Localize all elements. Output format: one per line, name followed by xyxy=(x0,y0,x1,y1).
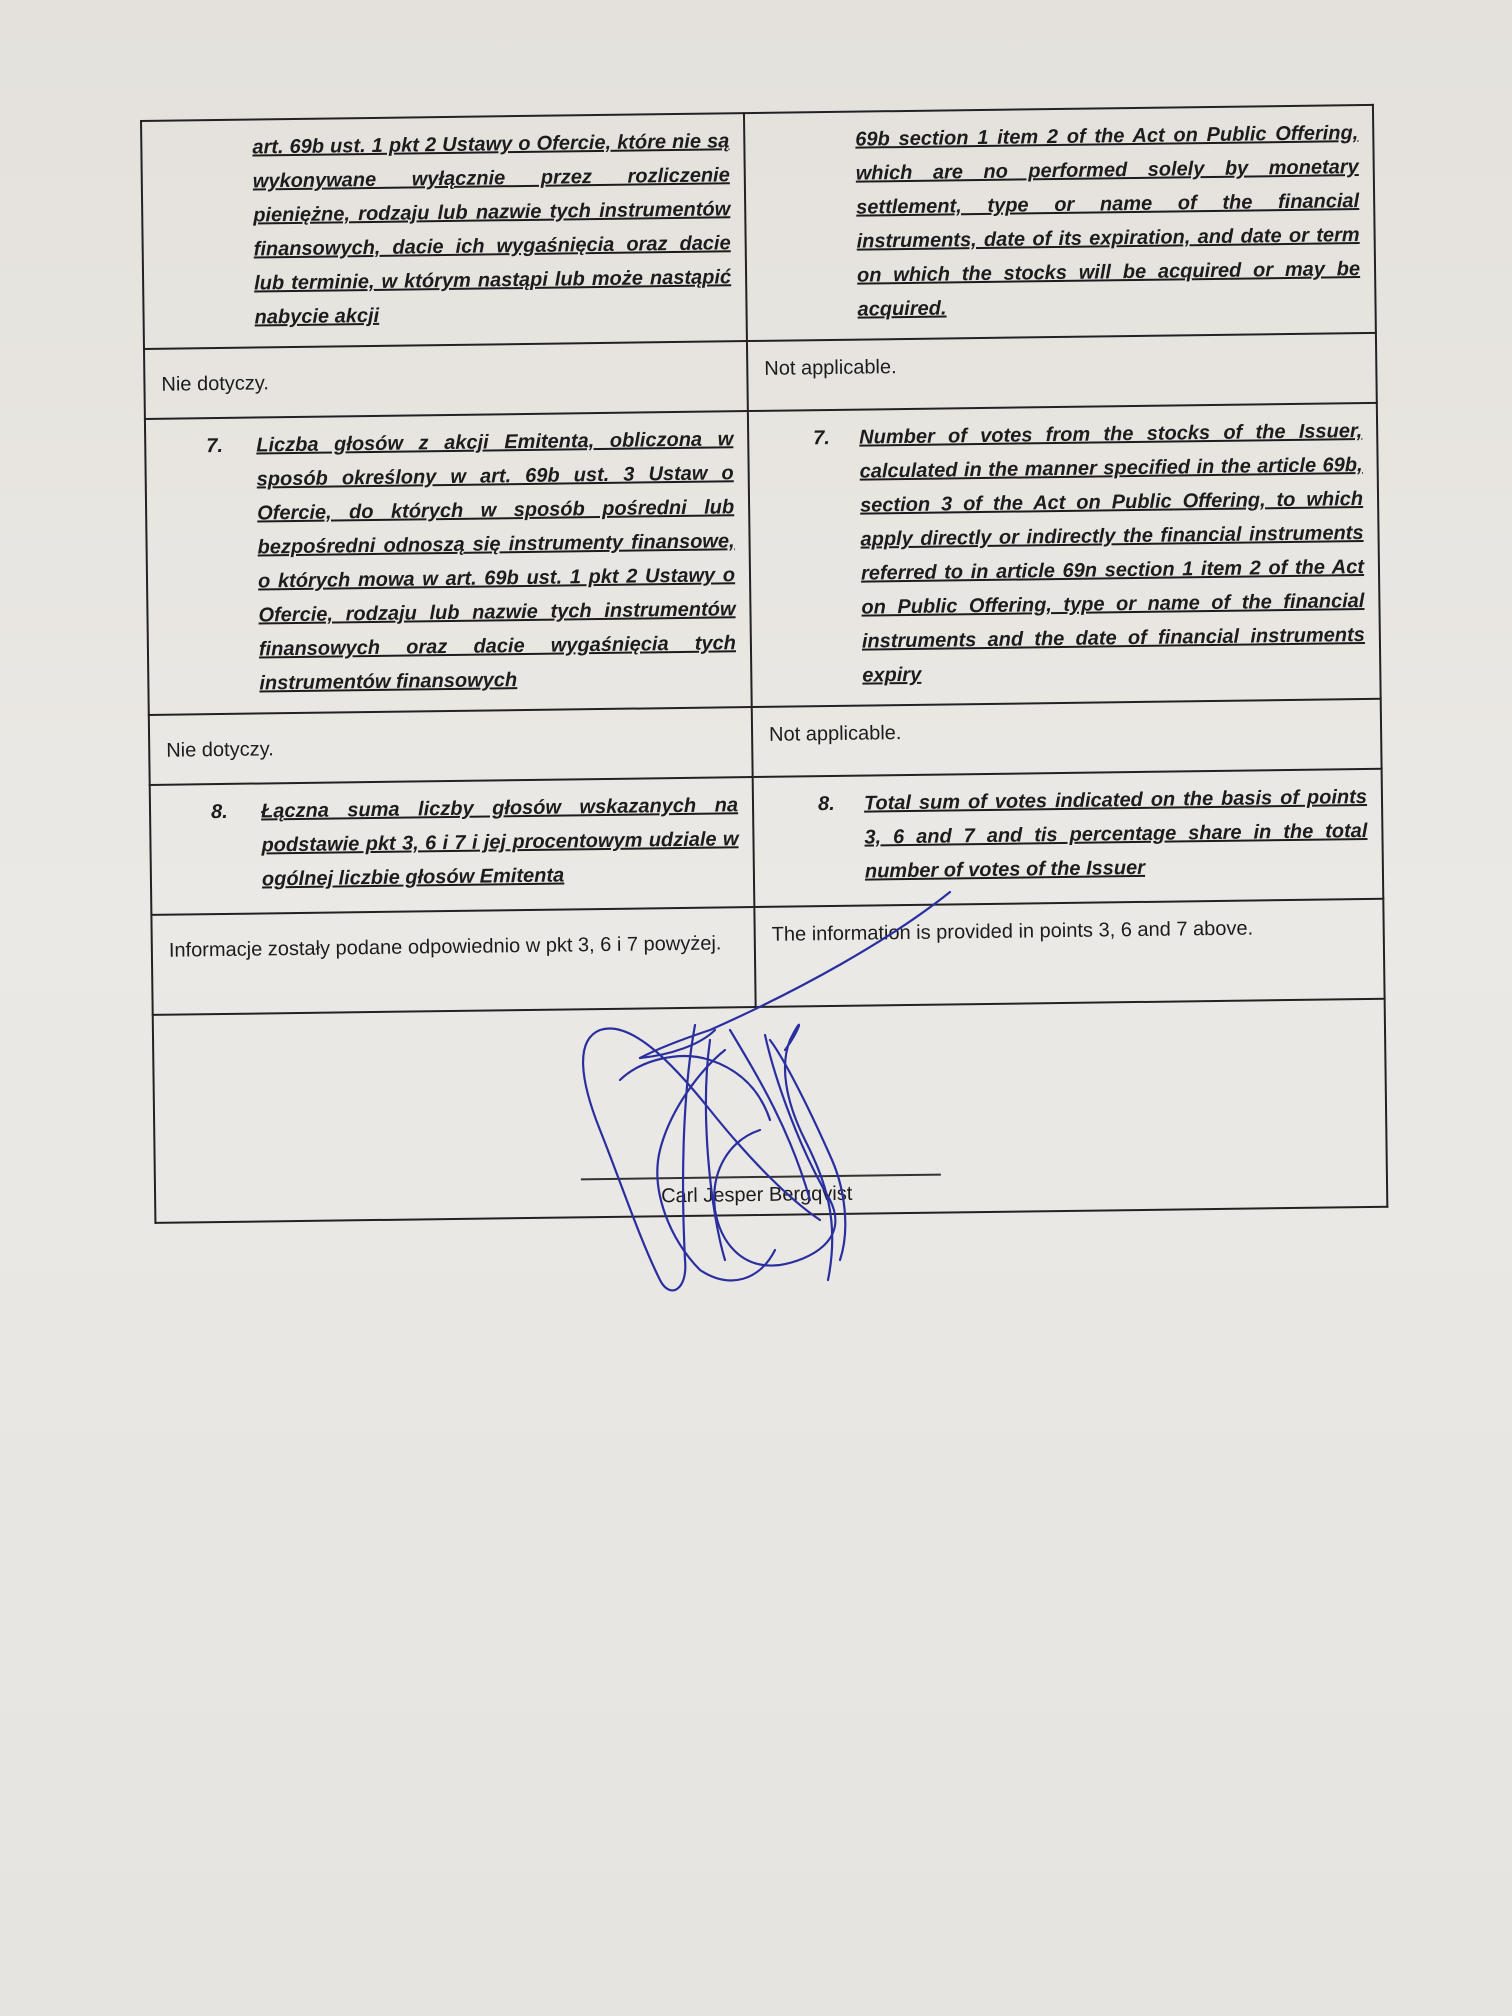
answer-cell-right xyxy=(752,699,1382,777)
answer-text: Not applicable. xyxy=(768,722,902,746)
answer-text: Not applicable. xyxy=(764,356,897,380)
question-text: Number of votes from the stocks of the Issuer, calculated in the manner specified in the article 69b, section 3 of the Act on Public Offering, to which apply directly or indirectly the financial instruments referred to in article 69n section 1 item 2 of the Act on Public Offering, type or name of the financial instruments and the date of financial instruments expiry xyxy=(859,420,1365,687)
question-text: Total sum of votes indicated on the basis of points 3, 6 and 7 and tis percentage share in the total number of votes of the Issuer xyxy=(863,785,1368,883)
table-row xyxy=(145,403,1381,715)
question-cell-right xyxy=(744,105,1376,341)
item-number: 7. xyxy=(206,434,224,458)
item-number: 8. xyxy=(817,792,835,816)
question-cell-left xyxy=(145,411,752,715)
answer-cell-left xyxy=(144,341,748,419)
item-number: 8. xyxy=(210,800,228,824)
answer-text: Informacje zostały podane odpowiednio w pkt 3, 6 i 7 powyżej. xyxy=(168,932,722,962)
answer-cell-left xyxy=(149,707,753,785)
question-cell-right xyxy=(748,403,1381,707)
question-text: art. 69b ust. 1 pkt 2 Ustawy o Ofercie, które nie są wykonywane wyłącznie przez rozliczenie pieniężne, rodzaju lub nazwie tych instrumentów finansowych, dacie ich wygaśnięcia oraz dacie lub terminie, w którym nastąpi lub może nastąpić nabycie akcji xyxy=(252,130,732,329)
handwritten-signature xyxy=(560,880,980,1320)
question-text: Łączna suma liczby głosów wskazanych na podstawie pkt 3, 6 i 7 i jej procentowym udziale w ogólnej liczbie głosów Emitenta xyxy=(260,794,739,891)
item-number: 7. xyxy=(813,426,831,450)
question-text: 69b section 1 item 2 of the Act on Public Offering, which are no performed solely by monetary settlement, type or name of the financial instruments, date of its expiration, and date or term on which the stocks will be acquired or may be acquired. xyxy=(855,122,1361,321)
answer-text: The information is provided in points 3, 6 and 7 above. xyxy=(771,917,1254,946)
answer-cell-right xyxy=(747,333,1377,411)
answer-text: Nie dotyczy. xyxy=(166,738,274,762)
table-row xyxy=(141,105,1376,349)
answer-text: Nie dotyczy. xyxy=(161,372,270,396)
question-cell-left xyxy=(141,113,747,349)
signatory-name: Carl Jesper Bergqvist xyxy=(660,1182,853,1208)
question-text: Liczba głosów z akcji Emitenta, obliczona w sposób określony w art. 69b ust. 3 Ustaw o Ofercie, do których w sposób pośredni lub bezpośredni odnoszą się instrumenty finansowe, o których mowa w art. 69b ust. 1 pkt 2 Ustawy o Ofercie, rodzaju lub nazwie tych instrumentów finansowych oraz dacie wygaśnięcia tych instrumentów finansowych xyxy=(256,428,737,695)
